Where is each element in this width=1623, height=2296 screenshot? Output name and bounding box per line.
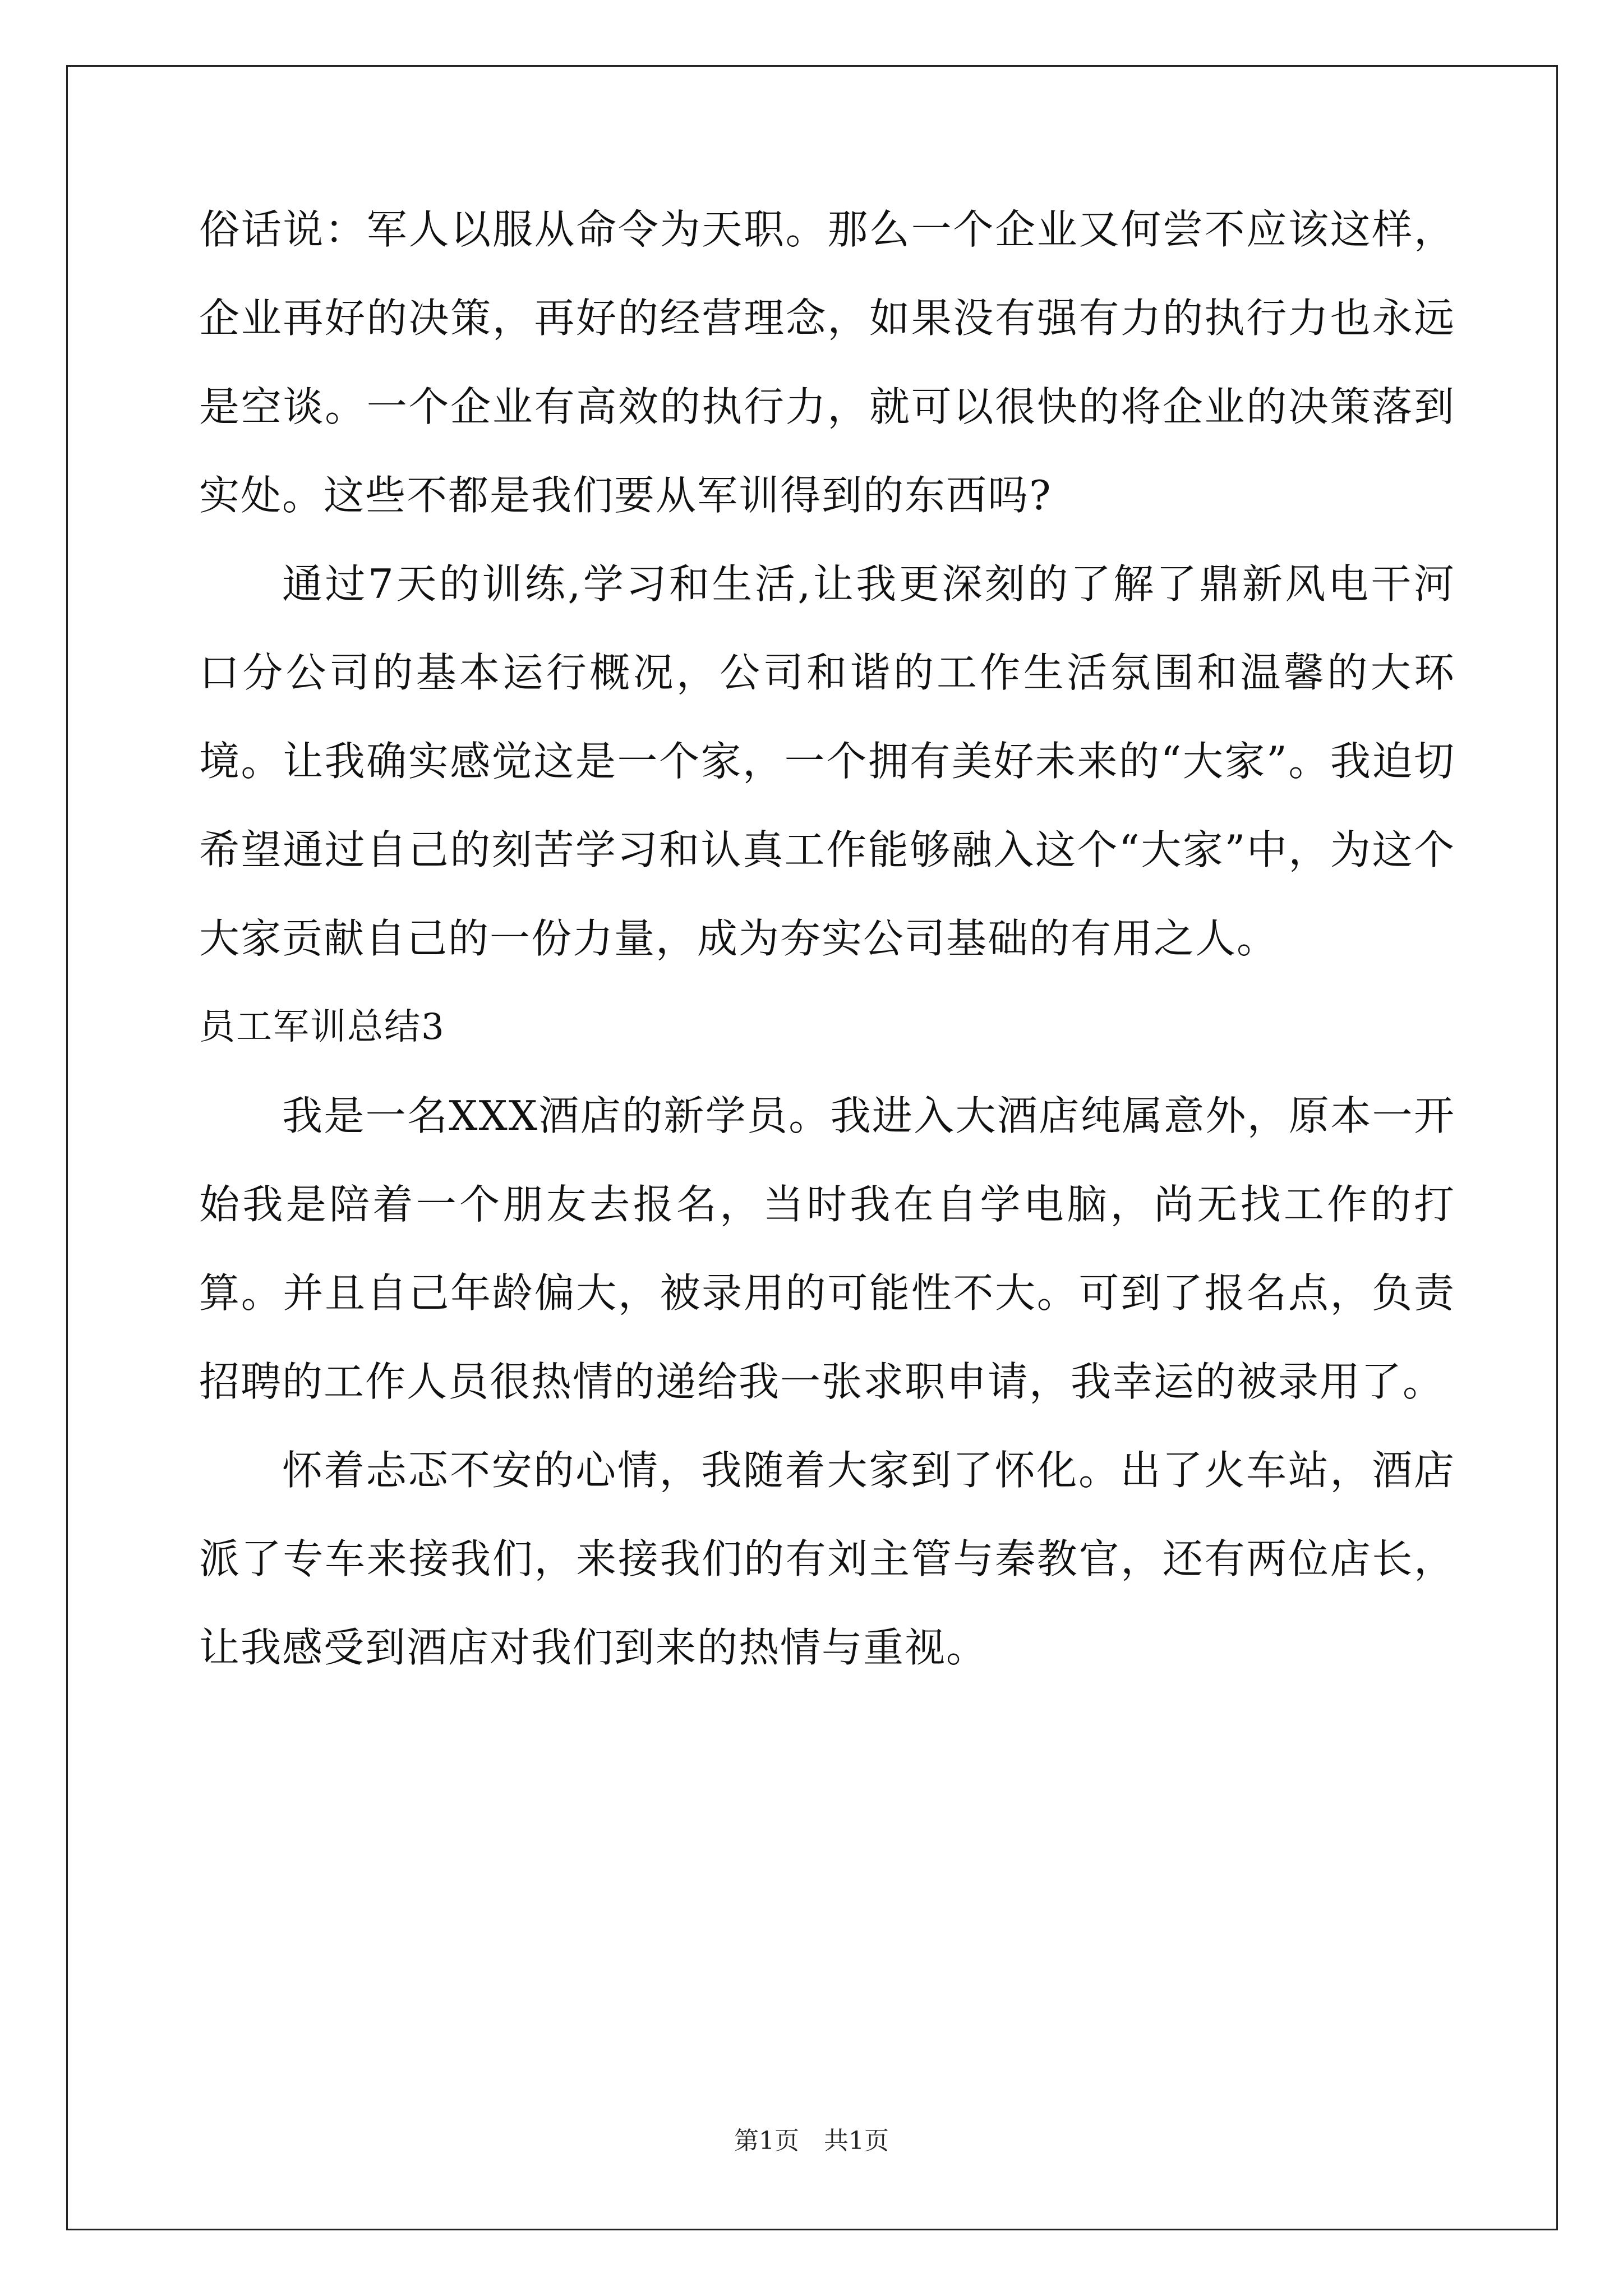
- paragraph-2: 通过7天的训练,学习和生活,让我更深刻的了解了鼎新风电干河口分公司的基本运行概况，公司和谐的工作生活氛围和温馨的大环境。让我确实感觉这是一个家，一个拥有美好未来的“大家”。我迫切希望通过自己的刻苦学习和认真工作能够融入这个“大家”中，为这个大家贡献自己的一份力量，成为夯实公司基础的有用之人。: [199, 560, 1455, 962]
- document-body: [199, 185, 1455, 1692]
- paragraph-4: 怀着忐忑不安的心情，我随着大家到了怀化。出了火车站，酒店派了专车来接我们，来接我们的有刘主管与秦教官，还有两位店长，让我感受到酒店对我们到来的热情与重视。: [199, 1447, 1455, 1671]
- paragraph-1: 俗话说：军人以服从命令为天职。那么一个企业又何尝不应该这样，企业再好的决策，再好的经营理念，如果没有强有力的执行力也永远是空谈。一个企业有高效的执行力，就可以很快的将企业的决策落到实处。这些不都是我们要从军训得到的东西吗?: [199, 206, 1455, 519]
- page-footer: 第1页 共1页: [734, 2127, 889, 2155]
- paragraph-3: 我是一名XXX酒店的新学员。我进入大酒店纯属意外，原本一开始我是陪着一个朋友去报名，当时我在自学电脑，尚无找工作的打算。并且自己年龄偏大，被录用的可能性不大。可到了报名点，负责招聘的工作人员很热情的递给我一张求职申请，我幸运的被录用了。: [199, 1092, 1455, 1405]
- section-heading: 员工军训总结3: [199, 1006, 445, 1048]
